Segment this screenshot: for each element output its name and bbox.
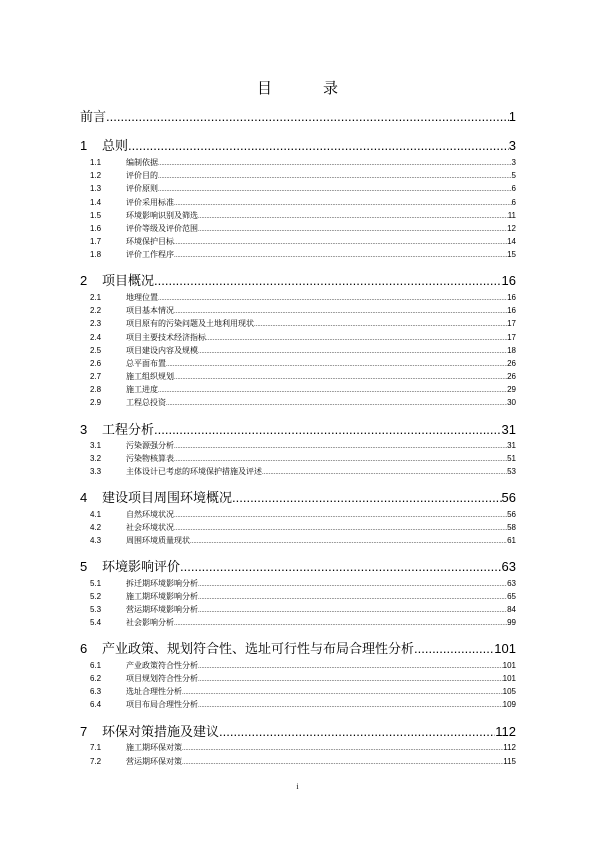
toc-entry-page: 105 — [502, 687, 516, 696]
toc-entry-title: 前言 — [80, 110, 107, 125]
toc-dot-leader — [198, 214, 508, 220]
toc-entry-page: 12 — [507, 224, 516, 233]
toc-entry-title: 营运期环保对策 — [126, 757, 182, 766]
toc-section-entry[interactable] — [80, 318, 516, 329]
toc-entry-title: 工程分析 — [102, 423, 155, 438]
toc-dot-leader — [182, 760, 503, 766]
toc-section-entry[interactable] — [80, 397, 516, 408]
toc-section-entry[interactable] — [80, 292, 516, 303]
toc-entry-title: 施工期环境影响分析 — [126, 592, 198, 601]
toc-dot-leader — [158, 174, 512, 180]
toc-entry-page: 65 — [507, 592, 516, 601]
toc-entry-number: 3.2 — [90, 454, 102, 463]
toc-entry-title: 项目建设内容及规模 — [126, 346, 198, 355]
toc-entry-title: 评价采用标准 — [126, 198, 174, 207]
toc-entry-page: 112 — [495, 724, 516, 739]
toc-entry-number: 1.1 — [90, 158, 102, 167]
toc-section-entry[interactable] — [80, 660, 516, 671]
toc-section-entry[interactable] — [80, 249, 516, 260]
toc-dot-leader — [262, 470, 507, 476]
toc-chapter-entry[interactable] — [80, 638, 516, 657]
toc-entry-page: 63 — [501, 559, 516, 574]
toc-entry-number: 1.5 — [90, 211, 102, 220]
toc-dot-leader — [232, 490, 502, 505]
toc-entry-number: 2.9 — [90, 398, 102, 407]
toc-chapter-entry[interactable] — [80, 106, 516, 125]
toc-dot-leader — [219, 724, 495, 739]
toc-entry-title: 环境影响识别及筛选 — [126, 211, 198, 220]
toc-dot-leader — [206, 336, 507, 342]
toc-dot-leader — [198, 703, 503, 709]
toc-dot-leader — [198, 608, 507, 614]
toc-dot-leader — [198, 664, 503, 670]
toc-dot-leader — [154, 422, 502, 437]
toc-dot-leader — [190, 539, 507, 545]
toc-section-entry[interactable] — [80, 742, 516, 753]
toc-entry-number: 6.3 — [90, 687, 102, 696]
toc-entry-page: 112 — [503, 743, 516, 752]
toc-entry-page: 17 — [507, 333, 516, 342]
toc-entry-title: 施工期环保对策 — [126, 743, 182, 752]
toc-section-entry[interactable] — [80, 756, 516, 767]
toc-entry-title: 评价等级及评价范围 — [126, 224, 198, 233]
toc-entry-page: 56 — [507, 510, 516, 519]
toc-entry-title: 总则 — [102, 139, 129, 154]
toc-entry-number: 1.3 — [90, 184, 102, 193]
toc-dot-leader — [198, 227, 507, 233]
toc-entry-title: 环境影响评价 — [102, 560, 181, 575]
toc-entry-number: 2.4 — [90, 333, 102, 342]
toc-entry-page: 99 — [507, 618, 516, 627]
toc-entry-number: 3.3 — [90, 467, 102, 476]
toc-dot-leader — [254, 322, 507, 328]
toc-entry-number: 1.2 — [90, 171, 102, 180]
toc-entry-title: 自然环境状况 — [126, 510, 174, 519]
toc-entry-page: 63 — [507, 579, 516, 588]
toc-entry-number: 5.4 — [90, 618, 102, 627]
toc-entry-number: 1.6 — [90, 224, 102, 233]
toc-entry-title: 产业政策、规划符合性、选址可行性与布局合理性分析 — [102, 642, 415, 657]
toc-entry-number: 4.1 — [90, 510, 102, 519]
toc-entry-page: 31 — [507, 441, 516, 450]
toc-section-entry[interactable] — [80, 170, 516, 181]
toc-entry-title: 营运期环境影响分析 — [126, 605, 198, 614]
toc-entry-number: 6 — [80, 641, 88, 656]
toc-section-entry[interactable] — [80, 345, 516, 356]
toc-dot-leader — [198, 677, 503, 683]
toc-entry-number: 6.2 — [90, 674, 102, 683]
toc-dot-leader — [174, 253, 507, 259]
toc-entry-number: 1.8 — [90, 250, 102, 259]
toc-section-entry[interactable] — [80, 384, 516, 395]
toc-dot-leader — [174, 444, 507, 450]
toc-entry-title: 建设项目周围环境概况 — [102, 491, 233, 506]
toc-entry-page: 16 — [501, 273, 516, 288]
toc-entry-number: 5.3 — [90, 605, 102, 614]
toc-entry-page: 101 — [494, 641, 516, 656]
toc-dot-leader — [174, 526, 507, 532]
toc-entry-title: 编制依据 — [126, 158, 158, 167]
toc-dot-leader — [182, 690, 503, 696]
toc-entry-title: 拆迁期环境影响分析 — [126, 579, 198, 588]
toc-entry-page: 31 — [501, 422, 516, 437]
toc-dot-leader — [198, 582, 507, 588]
toc-dot-leader — [174, 513, 507, 519]
toc-entry-page: 3 — [511, 158, 516, 167]
toc-section-entry[interactable] — [80, 453, 516, 464]
toc-dot-leader — [180, 559, 502, 574]
toc-section-entry[interactable] — [80, 466, 516, 477]
toc-entry-number: 2.5 — [90, 346, 102, 355]
toc-section-entry[interactable] — [80, 183, 516, 194]
toc-entry-title: 环境保护目标 — [126, 237, 174, 246]
toc-dot-leader — [158, 161, 512, 167]
toc-dot-leader — [174, 240, 507, 246]
toc-entry-number: 6.4 — [90, 700, 102, 709]
toc-chapter-entry[interactable] — [80, 270, 516, 289]
toc-entry-page: 30 — [507, 398, 516, 407]
toc-section-entry[interactable] — [80, 686, 516, 697]
toc-entry-number: 2.1 — [90, 293, 102, 302]
toc-section-entry[interactable] — [80, 223, 516, 234]
toc-section-entry[interactable] — [80, 604, 516, 615]
toc-dot-leader — [106, 109, 509, 124]
toc-section-entry[interactable] — [80, 236, 516, 247]
toc-section-entry[interactable] — [80, 617, 516, 628]
toc-entry-number: 6.1 — [90, 661, 102, 670]
toc-entry-title: 产业政策符合性分析 — [126, 661, 198, 670]
toc-entry-page: 109 — [502, 700, 516, 709]
toc-entry-title: 社会影响分析 — [126, 618, 174, 627]
toc-section-entry[interactable] — [80, 210, 516, 221]
toc-entry-number: 3 — [80, 422, 88, 437]
toc-entry-title: 周围环境质量现状 — [126, 536, 190, 545]
toc-entry-number: 7.1 — [90, 743, 102, 752]
toc-entry-title: 总平面布置 — [126, 359, 166, 368]
toc-entry-title: 项目规划符合性分析 — [126, 674, 198, 683]
toc-entry-title: 社会环境状况 — [126, 523, 174, 532]
toc-entry-page: 14 — [507, 237, 516, 246]
toc-section-entry[interactable] — [80, 591, 516, 602]
toc-entry-number: 4.3 — [90, 536, 102, 545]
toc-chapter-entry[interactable] — [80, 721, 516, 740]
toc-entry-page: 1 — [508, 109, 516, 124]
toc-entry-title: 污染物核算表 — [126, 454, 174, 463]
toc-chapter-entry[interactable] — [80, 135, 516, 154]
toc-section-entry[interactable] — [80, 197, 516, 208]
toc-entry-number: 4 — [80, 490, 88, 505]
toc-entry-page: 61 — [507, 536, 516, 545]
toc-section-entry[interactable] — [80, 305, 516, 316]
toc-entry-page: 18 — [507, 346, 516, 355]
toc-entry-number: 7.2 — [90, 757, 102, 766]
toc-entry-number: 2.7 — [90, 372, 102, 381]
toc-entry-number: 3.1 — [90, 441, 102, 450]
toc-entry-title: 项目概况 — [102, 274, 155, 289]
toc-chapter-entry[interactable] — [80, 487, 516, 506]
toc-entry-number: 4.2 — [90, 523, 102, 532]
toc-section-entry[interactable] — [80, 578, 516, 589]
toc-entry-page: 26 — [507, 359, 516, 368]
toc-entry-page: 58 — [507, 523, 516, 532]
toc-entry-page: 6 — [511, 184, 516, 193]
toc-dot-leader — [128, 138, 509, 153]
toc-section-entry[interactable] — [80, 522, 516, 533]
toc-chapter-entry[interactable] — [80, 556, 516, 575]
toc-entry-number: 5.1 — [90, 579, 102, 588]
toc-entry-page: 56 — [501, 490, 516, 505]
toc-entry-number: 1.7 — [90, 237, 102, 246]
toc-entry-page: 53 — [507, 467, 516, 476]
toc-entry-page: 16 — [507, 306, 516, 315]
toc-entry-title: 地理位置 — [126, 293, 158, 302]
toc-section-entry[interactable] — [80, 699, 516, 710]
toc-dot-leader — [158, 296, 507, 302]
toc-entry-number: 7 — [80, 724, 88, 739]
toc-dot-leader — [154, 273, 502, 288]
toc-entry-title: 项目布局合理性分析 — [126, 700, 198, 709]
toc-entry-title: 评价工作程序 — [126, 250, 174, 259]
toc-entry-title: 施工组织规划 — [126, 372, 174, 381]
toc-entry-page: 5 — [511, 171, 516, 180]
toc-entry-page: 29 — [507, 385, 516, 394]
page-number-footer: i — [296, 782, 299, 791]
toc-dot-leader — [198, 595, 507, 601]
toc-entry-page: 51 — [507, 454, 516, 463]
toc-entry-page: 16 — [507, 293, 516, 302]
toc-chapter-entry[interactable] — [80, 419, 516, 438]
toc-entry-number: 2.8 — [90, 385, 102, 394]
toc-entry-number: 2.3 — [90, 319, 102, 328]
toc-entry-page: 6 — [511, 198, 516, 207]
toc-entry-title: 评价原则 — [126, 184, 158, 193]
toc-section-entry[interactable] — [80, 535, 516, 546]
page-title: 目 录 — [256, 79, 356, 97]
toc-entry-number: 1 — [80, 138, 88, 153]
toc-entry-title: 评价目的 — [126, 171, 158, 180]
toc-entry-title: 工程总投资 — [126, 398, 166, 407]
toc-section-entry[interactable] — [80, 332, 516, 343]
toc-entry-title: 主体设计已考虑的环境保护措施及评述 — [126, 467, 262, 476]
toc-entry-title: 环保对策措施及建议 — [102, 725, 220, 740]
toc-section-entry[interactable] — [80, 440, 516, 451]
toc-entry-number: 2.2 — [90, 306, 102, 315]
toc-entry-page: 11 — [507, 211, 516, 220]
toc-section-entry[interactable] — [80, 157, 516, 168]
toc-dot-leader — [158, 187, 512, 193]
toc-entry-page: 15 — [507, 250, 516, 259]
toc-section-entry[interactable] — [80, 371, 516, 382]
toc-entry-number: 2.6 — [90, 359, 102, 368]
toc-entry-title: 项目原有的污染问题及土地利用现状 — [126, 319, 254, 328]
toc-entry-number: 5 — [80, 559, 88, 574]
toc-dot-leader — [166, 362, 507, 368]
toc-entry-page: 115 — [503, 757, 516, 766]
toc-dot-leader — [182, 746, 503, 752]
toc-section-entry[interactable] — [80, 673, 516, 684]
toc-section-entry[interactable] — [80, 509, 516, 520]
toc-entry-page: 101 — [502, 674, 516, 683]
toc-entry-title: 污染源强分析 — [126, 441, 174, 450]
toc-entry-page: 84 — [507, 605, 516, 614]
toc-dot-leader — [158, 388, 507, 394]
toc-dot-leader — [198, 349, 507, 355]
toc-dot-leader — [174, 621, 507, 627]
toc-dot-leader — [174, 309, 507, 315]
toc-entry-number: 2 — [80, 273, 88, 288]
toc-dot-leader — [174, 375, 507, 381]
toc-entry-page: 3 — [508, 138, 516, 153]
toc-dot-leader — [174, 201, 512, 207]
toc-entry-title: 施工进度 — [126, 385, 158, 394]
toc-dot-leader — [166, 401, 507, 407]
toc-entry-page: 26 — [507, 372, 516, 381]
toc-entry-number: 5.2 — [90, 592, 102, 601]
toc-entry-title: 选址合理性分析 — [126, 687, 182, 696]
toc-entry-title: 项目主要技术经济指标 — [126, 333, 206, 342]
toc-section-entry[interactable] — [80, 358, 516, 369]
toc-dot-leader — [414, 641, 494, 656]
toc-entry-number: 1.4 — [90, 198, 102, 207]
toc-entry-title: 项目基本情况 — [126, 306, 174, 315]
toc-entry-page: 17 — [507, 319, 516, 328]
toc-entry-page: 101 — [502, 661, 516, 670]
toc-dot-leader — [174, 457, 507, 463]
